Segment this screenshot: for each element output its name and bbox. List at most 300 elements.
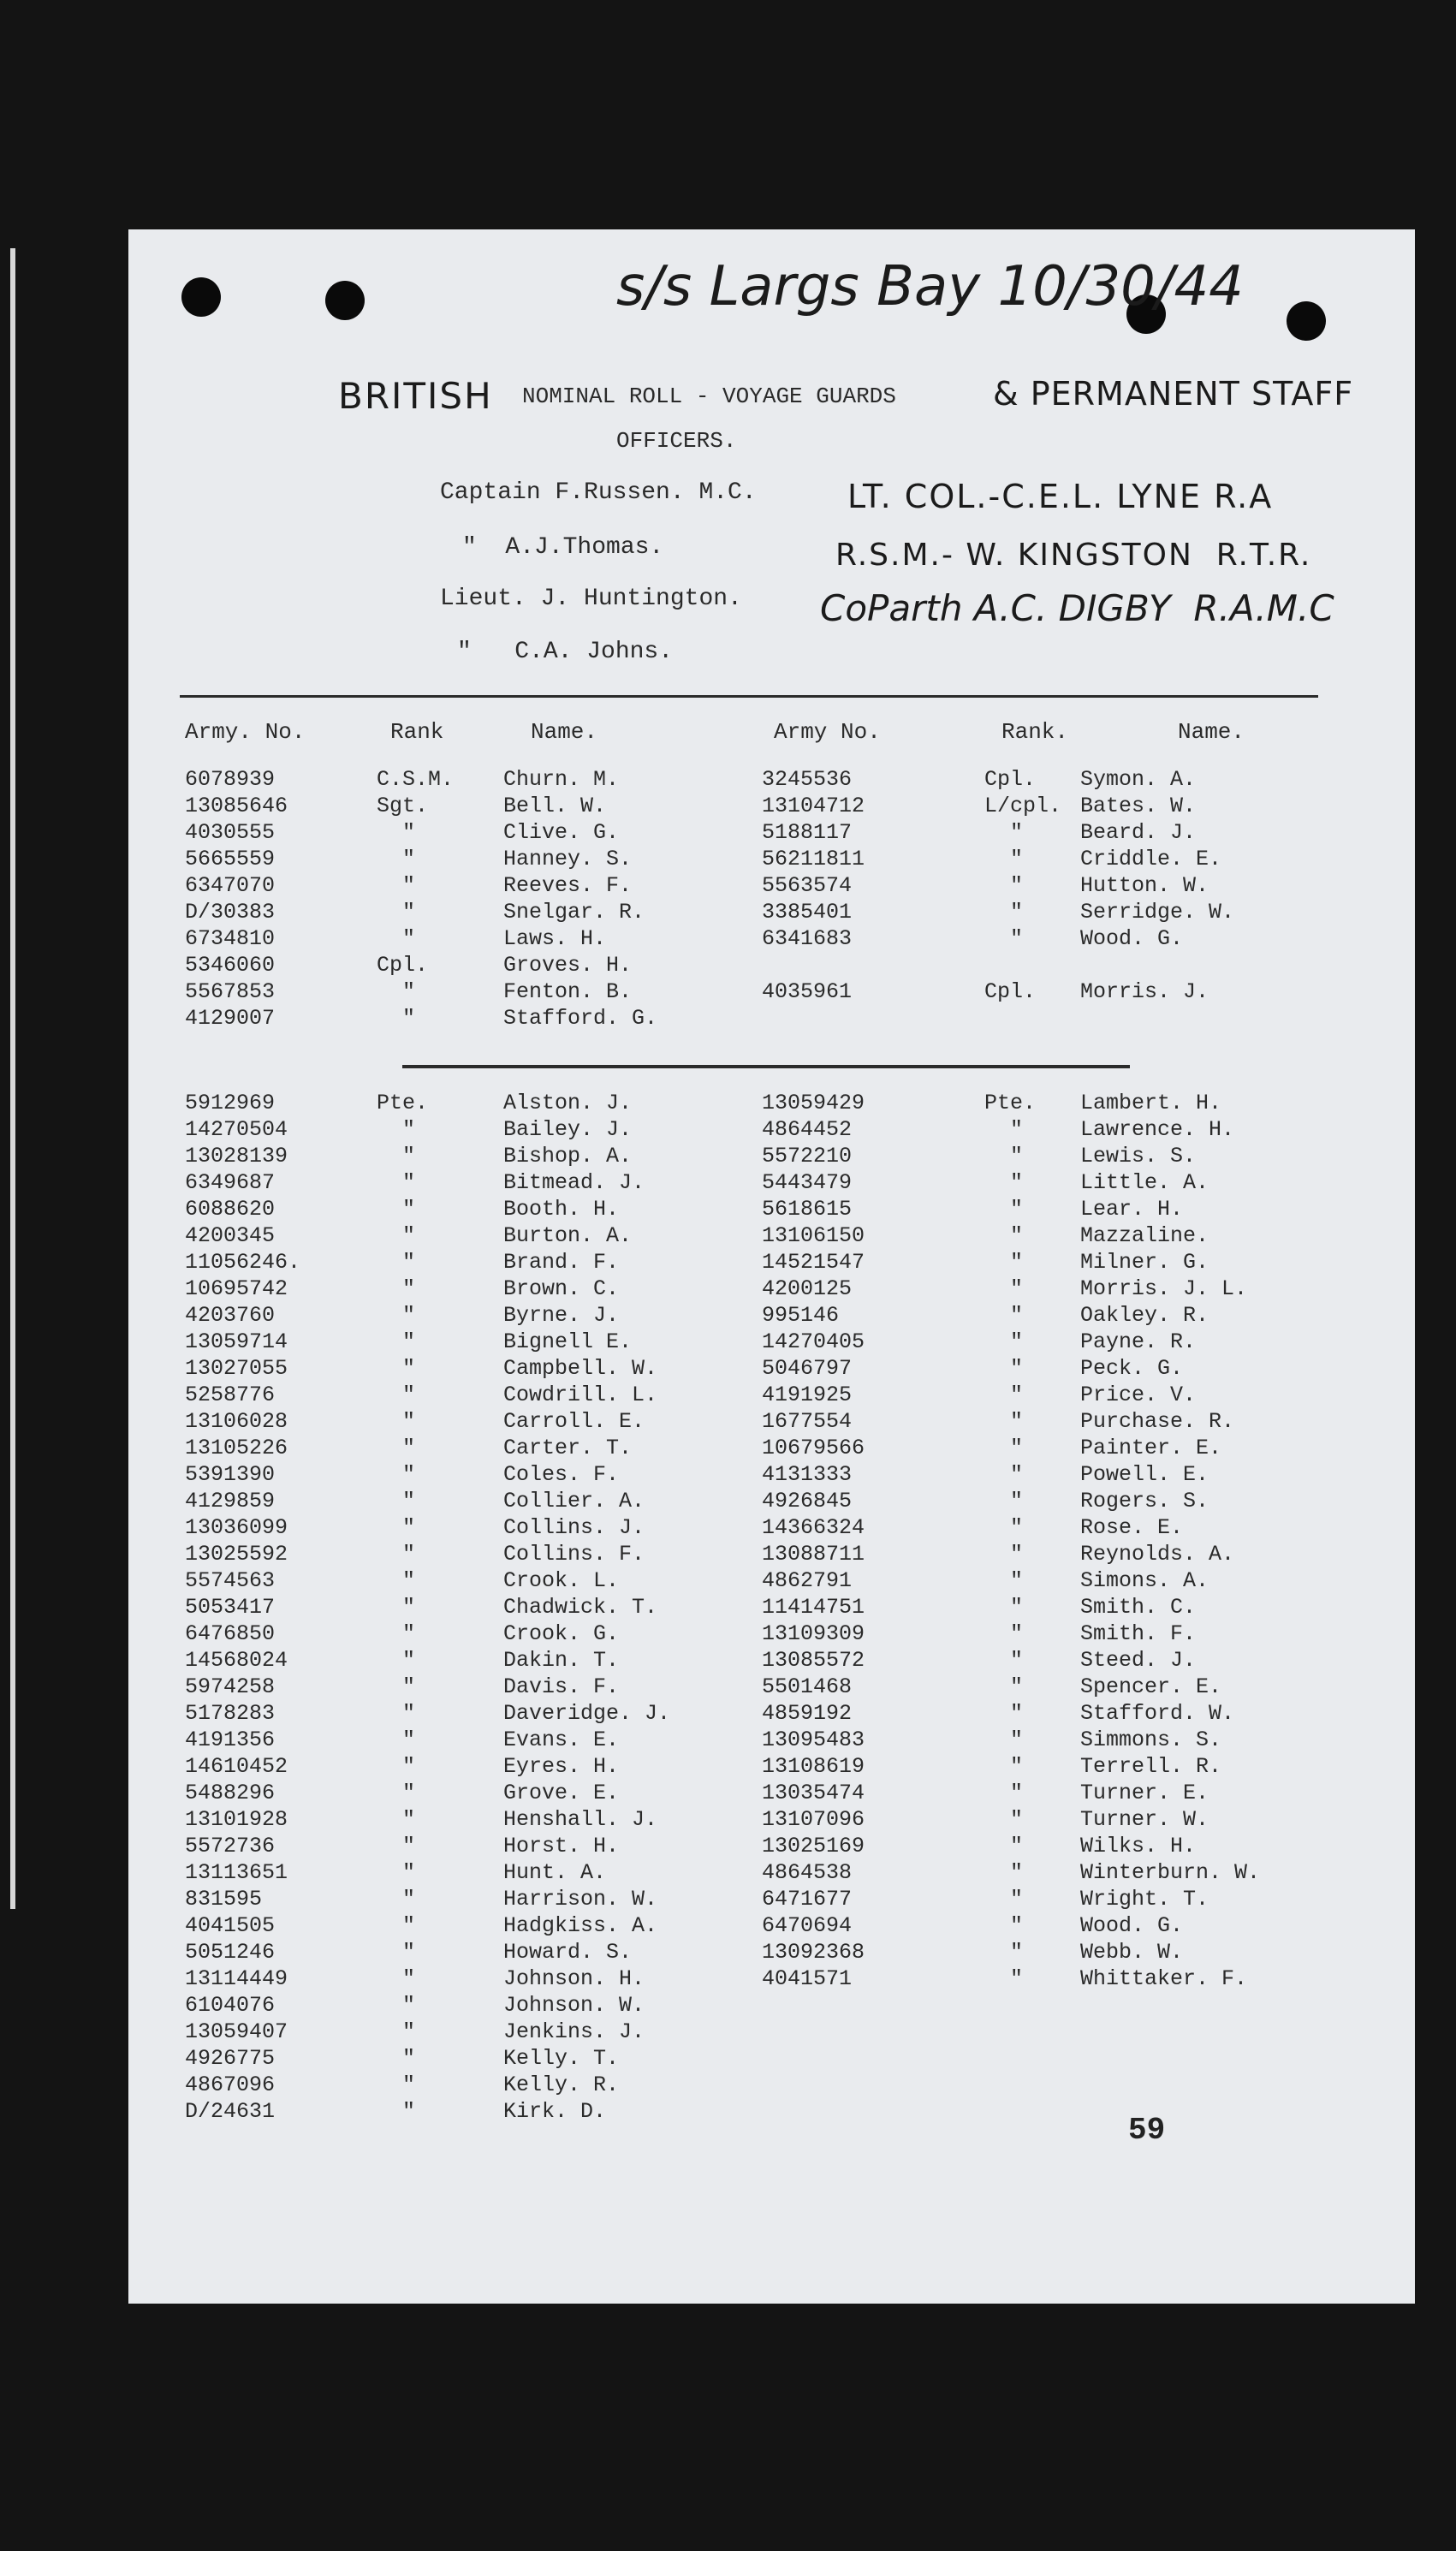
- cell-rank-2: ": [1010, 847, 1024, 871]
- cell-name: Churn. M.: [503, 767, 620, 792]
- cell-rank: ": [402, 1966, 416, 1991]
- cell-name-2: Turner. E.: [1080, 1781, 1209, 1805]
- cell-name-2: Criddle. E.: [1080, 847, 1222, 871]
- cell-army-no-2: 4864538: [762, 1860, 853, 1885]
- cell-name: Burton. A.: [503, 1223, 633, 1248]
- cell-army-no: 14270504: [185, 1117, 288, 1142]
- cell-rank: ": [402, 1489, 416, 1513]
- cell-rank: ": [402, 1356, 416, 1381]
- cell-rank-2: ": [1010, 873, 1024, 898]
- cell-army-no-2: 3245536: [762, 767, 853, 792]
- cell-name: Evans. E.: [503, 1727, 620, 1752]
- roll-row: [128, 1887, 1415, 1913]
- cell-rank: ": [402, 1913, 416, 1938]
- cell-army-no-2: 13025169: [762, 1834, 865, 1858]
- cell-name: Collins. F.: [503, 1542, 645, 1567]
- roll-row: [128, 900, 1415, 926]
- roll-row: [128, 1781, 1415, 1807]
- cell-name-2: Painter. E.: [1080, 1436, 1222, 1460]
- cell-rank: ": [402, 1250, 416, 1275]
- cell-rank: C.S.M.: [377, 767, 455, 792]
- cell-rank: ": [402, 1940, 416, 1965]
- cell-rank: ": [402, 1462, 416, 1487]
- roll-row: [128, 1197, 1415, 1223]
- cell-name-2: Beard. J.: [1080, 820, 1197, 845]
- roll-row: [128, 2019, 1415, 2046]
- roll-row: [128, 767, 1415, 794]
- cell-army-no-2: 5443479: [762, 1170, 853, 1195]
- cell-army-no-2: 4041571: [762, 1966, 853, 1991]
- roll-row: [128, 847, 1415, 873]
- cell-name-2: Wilks. H.: [1080, 1834, 1197, 1858]
- roll-row: [128, 794, 1415, 820]
- cell-rank: ": [402, 1223, 416, 1248]
- column-header-row: [128, 719, 1415, 746]
- roll-row: [128, 979, 1415, 1006]
- header-army-no: Army. No.: [185, 719, 306, 745]
- cell-army-no-2: 10679566: [762, 1436, 865, 1460]
- cell-name: Bell. W.: [503, 794, 607, 818]
- title-typed: NOMINAL ROLL - VOYAGE GUARDS: [522, 384, 896, 409]
- cell-rank-2: ": [1010, 1515, 1024, 1540]
- roll-row: [128, 820, 1415, 847]
- cell-army-no: 13114449: [185, 1966, 288, 1991]
- cell-rank: ": [402, 1542, 416, 1567]
- cell-name: Bignell E.: [503, 1329, 633, 1354]
- header-name-2: Name.: [1178, 719, 1245, 745]
- roll-row: [128, 926, 1415, 953]
- cell-name: Collier. A.: [503, 1489, 645, 1513]
- cell-name: Snelgar. R.: [503, 900, 645, 925]
- cell-army-no: 4203760: [185, 1303, 276, 1328]
- cell-rank-2: Pte.: [984, 1091, 1037, 1115]
- cell-army-no-2: 4131333: [762, 1462, 853, 1487]
- cell-rank: ": [402, 1303, 416, 1328]
- cell-rank: ": [402, 1383, 416, 1407]
- cell-name: Carroll. E.: [503, 1409, 645, 1434]
- cell-rank: Cpl.: [377, 953, 429, 978]
- cell-army-no: 4191356: [185, 1727, 276, 1752]
- cell-army-no: 6088620: [185, 1197, 276, 1222]
- cell-rank-2: ": [1010, 1887, 1024, 1912]
- cell-rank: ": [402, 1568, 416, 1593]
- roll-row: [128, 1436, 1415, 1462]
- cell-army-no: 4926775: [185, 2046, 276, 2071]
- cell-rank-2: ": [1010, 1834, 1024, 1858]
- cell-name: Kelly. T.: [503, 2046, 620, 2071]
- punch-hole: [1287, 301, 1326, 341]
- roll-row: [128, 1006, 1415, 1032]
- cell-army-no-2: 13107096: [762, 1807, 865, 1832]
- roll-row: [128, 1966, 1415, 1993]
- cell-name-2: Little. A.: [1080, 1170, 1209, 1195]
- cell-rank-2: ": [1010, 1595, 1024, 1620]
- cell-army-no: 4129007: [185, 1006, 276, 1031]
- header-rank-2: Rank.: [1001, 719, 1069, 745]
- cell-name-2: Wright. T.: [1080, 1887, 1209, 1912]
- cell-name-2: Whittaker. F.: [1080, 1966, 1248, 1991]
- officer-typed-3: Lieut. J. Huntington.: [440, 586, 742, 612]
- cell-rank: ": [402, 1648, 416, 1673]
- officer-handwritten-3: CoParth A.C. DIGBY R.A.M.C: [820, 587, 1334, 629]
- cell-name: Clive. G.: [503, 820, 620, 845]
- cell-rank-2: ": [1010, 1329, 1024, 1354]
- cell-rank-2: ": [1010, 1436, 1024, 1460]
- cell-name: Kirk. D.: [503, 2099, 607, 2124]
- cell-rank: ": [402, 1006, 416, 1031]
- roll-row: [128, 1807, 1415, 1834]
- cell-army-no-2: 13109309: [762, 1621, 865, 1646]
- cell-rank: ": [402, 1276, 416, 1301]
- cell-rank: ": [402, 2072, 416, 2097]
- cell-army-no: 5051246: [185, 1940, 276, 1965]
- cell-name: Crook. L.: [503, 1568, 620, 1593]
- title-handwritten-suffix: & PERMANENT STAFF: [993, 375, 1354, 413]
- cell-name: Cowdrill. L.: [503, 1383, 658, 1407]
- cell-rank: ": [402, 1807, 416, 1832]
- roll-row: [128, 1117, 1415, 1144]
- cell-name: Jenkins. J.: [503, 2019, 645, 2044]
- cell-army-no-2: 4862791: [762, 1568, 853, 1593]
- cell-name-2: Steed. J.: [1080, 1648, 1197, 1673]
- cell-rank-2: ": [1010, 1568, 1024, 1593]
- cell-army-no-2: 4864452: [762, 1117, 853, 1142]
- cell-name: Davis. F.: [503, 1674, 620, 1699]
- cell-rank: ": [402, 1887, 416, 1912]
- cell-army-no-2: 56211811: [762, 847, 865, 871]
- roll-row: [128, 1860, 1415, 1887]
- roll-row: [128, 1701, 1415, 1727]
- cell-army-no: 5974258: [185, 1674, 276, 1699]
- cell-army-no-2: 5188117: [762, 820, 853, 845]
- cell-name-2: Lawrence. H.: [1080, 1117, 1235, 1142]
- cell-army-no-2: 6471677: [762, 1887, 853, 1912]
- cell-rank-2: ": [1010, 1409, 1024, 1434]
- cell-rank-2: ": [1010, 1754, 1024, 1779]
- cell-rank-2: Cpl.: [984, 979, 1037, 1004]
- cell-army-no: 14568024: [185, 1648, 288, 1673]
- cell-name-2: Peck. G.: [1080, 1356, 1184, 1381]
- cell-name-2: Price. V.: [1080, 1383, 1197, 1407]
- cell-army-no: 6078939: [185, 767, 276, 792]
- roll-row: [128, 1276, 1415, 1303]
- cell-name-2: Wood. G.: [1080, 1913, 1184, 1938]
- cell-name: Bishop. A.: [503, 1144, 633, 1168]
- cell-name: Harrison. W.: [503, 1887, 658, 1912]
- cell-army-no: 13027055: [185, 1356, 288, 1381]
- cell-army-no: D/30383: [185, 900, 276, 925]
- cell-army-no-2: 5572210: [762, 1144, 853, 1168]
- cell-name-2: Terrell. R.: [1080, 1754, 1222, 1779]
- cell-army-no: 13106028: [185, 1409, 288, 1434]
- cell-army-no: 13025592: [185, 1542, 288, 1567]
- roll-row: [128, 2099, 1415, 2126]
- cell-army-no-2: 4859192: [762, 1701, 853, 1726]
- cell-name-2: Milner. G.: [1080, 1250, 1209, 1275]
- cell-rank-2: ": [1010, 1197, 1024, 1222]
- cell-army-no: 5053417: [185, 1595, 276, 1620]
- cell-rank: ": [402, 1515, 416, 1540]
- roll-row: [128, 1250, 1415, 1276]
- officers-heading: OFFICERS.: [616, 428, 737, 454]
- header-rank: Rank: [390, 719, 444, 745]
- roll-row: [128, 1489, 1415, 1515]
- cell-army-no-2: 6470694: [762, 1913, 853, 1938]
- cell-rank-2: ": [1010, 900, 1024, 925]
- cell-name-2: Lear. H.: [1080, 1197, 1184, 1222]
- cell-name: Booth. H.: [503, 1197, 620, 1222]
- cell-name: Carter. T.: [503, 1436, 633, 1460]
- cell-army-no-2: 11414751: [762, 1595, 865, 1620]
- cell-army-no-2: 13088711: [762, 1542, 865, 1567]
- cell-army-no: 6349687: [185, 1170, 276, 1195]
- cell-name: Bitmead. J.: [503, 1170, 645, 1195]
- cell-army-no: 13059714: [185, 1329, 288, 1354]
- cell-name-2: Spencer. E.: [1080, 1674, 1222, 1699]
- scan-edge: [10, 248, 15, 1909]
- cell-army-no: 6104076: [185, 1993, 276, 2018]
- roll-row: [128, 1834, 1415, 1860]
- cell-rank-2: L/cpl.: [984, 794, 1062, 818]
- cell-army-no-2: 14521547: [762, 1250, 865, 1275]
- cell-name-2: Simmons. S.: [1080, 1727, 1222, 1752]
- cell-rank: ": [402, 1781, 416, 1805]
- cell-army-no-2: 6341683: [762, 926, 853, 951]
- cell-rank: ": [402, 2046, 416, 2071]
- cell-rank-2: ": [1010, 1223, 1024, 1248]
- roll-row: [128, 1091, 1415, 1117]
- cell-army-no: 4200345: [185, 1223, 276, 1248]
- cell-army-no-2: 13085572: [762, 1648, 865, 1673]
- cell-rank-2: ": [1010, 1913, 1024, 1938]
- cell-rank-2: ": [1010, 1489, 1024, 1513]
- cell-army-no: 5346060: [185, 953, 276, 978]
- cell-name: Kelly. R.: [503, 2072, 620, 2097]
- cell-army-no: 14610452: [185, 1754, 288, 1779]
- cell-army-no-2: 3385401: [762, 900, 853, 925]
- cell-rank-2: ": [1010, 1144, 1024, 1168]
- cell-name: Brand. F.: [503, 1250, 620, 1275]
- roll-row: [128, 1223, 1415, 1250]
- cell-name-2: Rogers. S.: [1080, 1489, 1209, 1513]
- cell-name-2: Smith. F.: [1080, 1621, 1197, 1646]
- cell-rank: ": [402, 1170, 416, 1195]
- roll-row: [128, 1727, 1415, 1754]
- cell-army-no: 6734810: [185, 926, 276, 951]
- cell-army-no: 6476850: [185, 1621, 276, 1646]
- cell-name-2: Mazzaline.: [1080, 1223, 1209, 1248]
- roll-row: [128, 953, 1415, 979]
- cell-army-no: 13085646: [185, 794, 288, 818]
- cell-army-no-2: 13035474: [762, 1781, 865, 1805]
- cell-army-no: 11056246.: [185, 1250, 301, 1275]
- cell-name-2: Bates. W.: [1080, 794, 1197, 818]
- officer-handwritten-2: R.S.M.- W. KINGSTON R.T.R.: [835, 538, 1312, 573]
- cell-name: Hanney. S.: [503, 847, 633, 871]
- cell-army-no-2: 4200125: [762, 1276, 853, 1301]
- cell-name: Horst. H.: [503, 1834, 620, 1858]
- cell-rank: ": [402, 1834, 416, 1858]
- roll-row: [128, 1940, 1415, 1966]
- cell-army-no-2: 1677554: [762, 1409, 853, 1434]
- officer-typed-2: " A.J.Thomas.: [462, 534, 664, 561]
- cell-name-2: Simons. A.: [1080, 1568, 1209, 1593]
- cell-name: Coles. F.: [503, 1462, 620, 1487]
- cell-rank-2: ": [1010, 1807, 1024, 1832]
- cell-rank-2: ": [1010, 1940, 1024, 1965]
- cell-name-2: Morris. J.: [1080, 979, 1209, 1004]
- roll-row: [128, 1356, 1415, 1383]
- roll-row: [128, 1754, 1415, 1781]
- cell-name-2: Purchase. R.: [1080, 1409, 1235, 1434]
- cell-rank-2: ": [1010, 1250, 1024, 1275]
- divider-rule: [402, 1065, 1130, 1068]
- roll-row: [128, 1329, 1415, 1356]
- cell-rank: ": [402, 847, 416, 871]
- header-army-no-2: Army No.: [774, 719, 881, 745]
- officer-typed-4: " C.A. Johns.: [457, 639, 674, 665]
- cell-name-2: Wood. G.: [1080, 926, 1184, 951]
- cell-rank: Sgt.: [377, 794, 429, 818]
- cell-name: Howard. S.: [503, 1940, 633, 1965]
- cell-name-2: Payne. R.: [1080, 1329, 1197, 1354]
- cell-army-no-2: 5046797: [762, 1356, 853, 1381]
- cell-name: Alston. J.: [503, 1091, 633, 1115]
- roll-row: [128, 1595, 1415, 1621]
- cell-rank: Pte.: [377, 1091, 429, 1115]
- roll-row: [128, 1648, 1415, 1674]
- page-number: 59: [1128, 2113, 1166, 2148]
- cell-rank: ": [402, 1621, 416, 1646]
- cell-army-no-2: 4035961: [762, 979, 853, 1004]
- cell-name-2: Lewis. S.: [1080, 1144, 1197, 1168]
- cell-army-no: 13036099: [185, 1515, 288, 1540]
- cell-rank: ": [402, 1436, 416, 1460]
- cell-rank: ": [402, 1727, 416, 1752]
- cell-rank: ": [402, 873, 416, 898]
- cell-army-no-2: 13059429: [762, 1091, 865, 1115]
- cell-name-2: Turner. W.: [1080, 1807, 1209, 1832]
- roll-row: [128, 1993, 1415, 2019]
- cell-army-no-2: 5618615: [762, 1197, 853, 1222]
- cell-name: Eyres. H.: [503, 1754, 620, 1779]
- roll-row: [128, 1568, 1415, 1595]
- cell-rank: ": [402, 1117, 416, 1142]
- cell-army-no: 5912969: [185, 1091, 276, 1115]
- cell-name: Chadwick. T.: [503, 1595, 658, 1620]
- cell-name: Brown. C.: [503, 1276, 620, 1301]
- cell-name: Stafford. G.: [503, 1006, 658, 1031]
- cell-rank-2: ": [1010, 1276, 1024, 1301]
- cell-name-2: Serridge. W.: [1080, 900, 1235, 925]
- cell-army-no-2: 5563574: [762, 873, 853, 898]
- cell-rank-2: ": [1010, 1860, 1024, 1885]
- cell-army-no: 5665559: [185, 847, 276, 871]
- cell-army-no-2: 4191925: [762, 1383, 853, 1407]
- cell-army-no: 831595: [185, 1887, 263, 1912]
- cell-rank: ": [402, 926, 416, 951]
- cell-army-no-2: 13095483: [762, 1727, 865, 1752]
- cell-name: Campbell. W.: [503, 1356, 658, 1381]
- officer-handwritten-1: LT. COL.-C.E.L. LYNE R.A: [847, 478, 1274, 515]
- cell-name-2: Webb. W.: [1080, 1940, 1184, 1965]
- roll-row: [128, 873, 1415, 900]
- cell-army-no-2: 5501468: [762, 1674, 853, 1699]
- cell-rank-2: ": [1010, 1781, 1024, 1805]
- roll-row: [128, 1621, 1415, 1648]
- cell-name: Fenton. B.: [503, 979, 633, 1004]
- cell-rank: ": [402, 1409, 416, 1434]
- cell-rank: ": [402, 2099, 416, 2124]
- cell-army-no: 6347070: [185, 873, 276, 898]
- cell-rank-2: Cpl.: [984, 767, 1037, 792]
- officer-typed-1: Captain F.Russen. M.C.: [440, 479, 757, 506]
- cell-name: Bailey. J.: [503, 1117, 633, 1142]
- cell-name: Hadgkiss. A.: [503, 1913, 658, 1938]
- roll-row: [128, 2072, 1415, 2099]
- cell-rank: ": [402, 820, 416, 845]
- roll-row: [128, 1913, 1415, 1940]
- punch-hole: [325, 281, 365, 320]
- cell-army-no-2: 13106150: [762, 1223, 865, 1248]
- roll-row: [128, 2046, 1415, 2072]
- cell-rank-2: ": [1010, 1674, 1024, 1699]
- cell-name-2: Smith. C.: [1080, 1595, 1197, 1620]
- cell-rank: ": [402, 1329, 416, 1354]
- roll-row: [128, 1542, 1415, 1568]
- cell-army-no: 5258776: [185, 1383, 276, 1407]
- cell-rank-2: ": [1010, 926, 1024, 951]
- roll-row: [128, 1409, 1415, 1436]
- cell-rank-2: ": [1010, 1648, 1024, 1673]
- cell-rank-2: ": [1010, 1383, 1024, 1407]
- cell-name: Laws. H.: [503, 926, 607, 951]
- cell-name: Daveridge. J.: [503, 1701, 671, 1726]
- cell-name: Crook. G.: [503, 1621, 620, 1646]
- cell-army-no: 13105226: [185, 1436, 288, 1460]
- cell-rank: ": [402, 1674, 416, 1699]
- cell-name-2: Oakley. R.: [1080, 1303, 1209, 1328]
- cell-army-no: 4041505: [185, 1913, 276, 1938]
- cell-rank: ": [402, 1595, 416, 1620]
- cell-army-no-2: 13092368: [762, 1940, 865, 1965]
- cell-rank-2: ": [1010, 1621, 1024, 1646]
- cell-rank-2: ": [1010, 1727, 1024, 1752]
- cell-army-no: 5488296: [185, 1781, 276, 1805]
- cell-rank-2: ": [1010, 1170, 1024, 1195]
- cell-rank: ": [402, 979, 416, 1004]
- cell-rank-2: ": [1010, 1966, 1024, 1991]
- roll-row: [128, 1462, 1415, 1489]
- cell-army-no: 5391390: [185, 1462, 276, 1487]
- title-handwritten-prefix: BRITISH: [338, 375, 493, 417]
- cell-army-no: 4030555: [185, 820, 276, 845]
- cell-army-no: D/24631: [185, 2099, 276, 2124]
- cell-rank: ": [402, 2019, 416, 2044]
- cell-name-2: Reynolds. A.: [1080, 1542, 1235, 1567]
- roll-row: [128, 1170, 1415, 1197]
- cell-name-2: Hutton. W.: [1080, 873, 1209, 898]
- cell-army-no: 5572736: [185, 1834, 276, 1858]
- cell-rank-2: ": [1010, 1701, 1024, 1726]
- cell-army-no-2: 995146: [762, 1303, 840, 1328]
- roll-row: [128, 1383, 1415, 1409]
- cell-name-2: Powell. E.: [1080, 1462, 1209, 1487]
- cell-army-no-2: 14366324: [762, 1515, 865, 1540]
- punch-hole: [181, 277, 221, 317]
- cell-name: Dakin. T.: [503, 1648, 620, 1673]
- header-name: Name.: [531, 719, 598, 745]
